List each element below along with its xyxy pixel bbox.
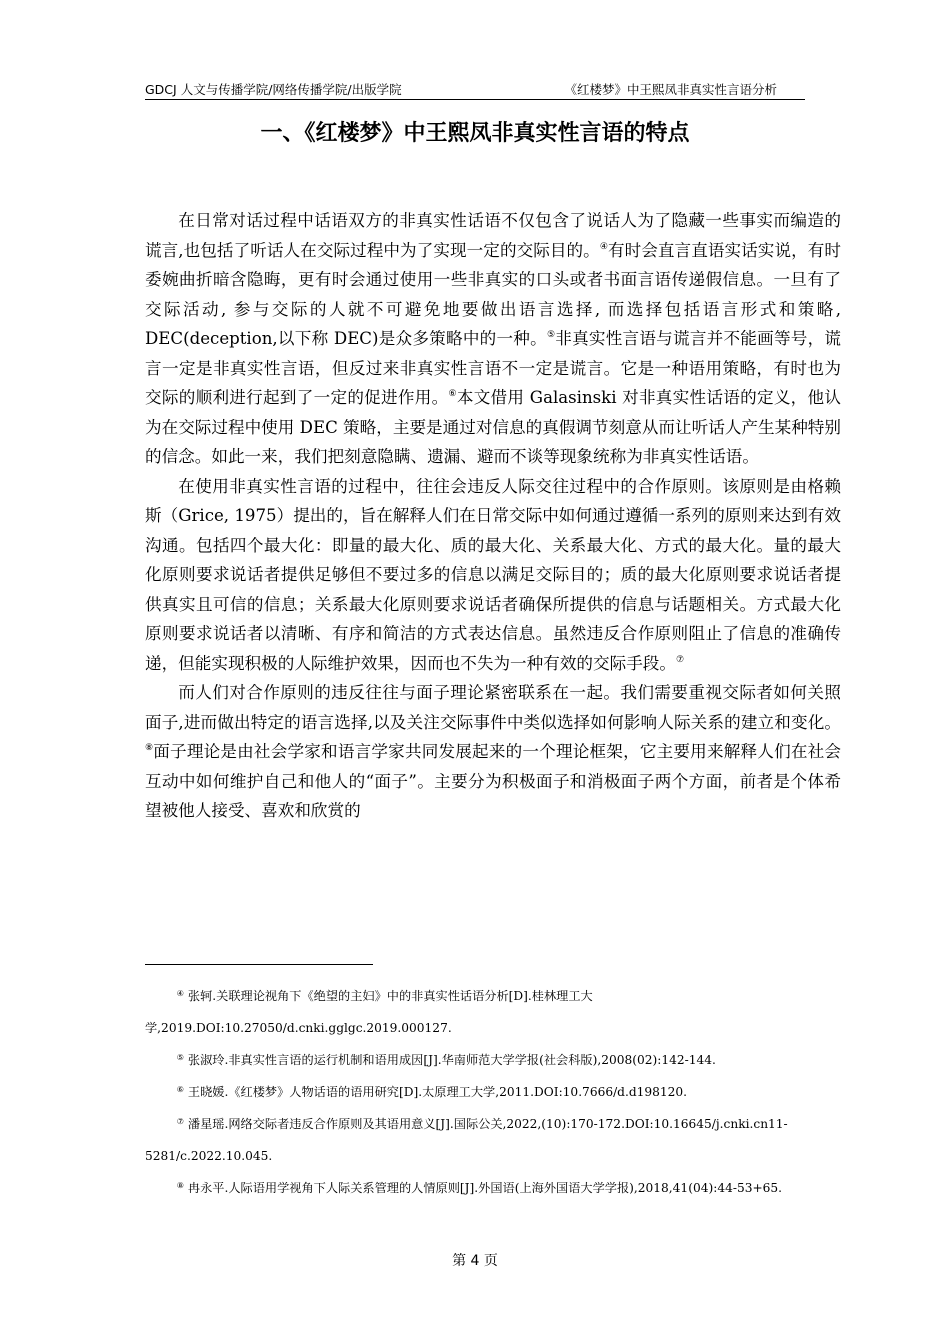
section-title: 一、《红楼梦》中王熙凤非真实性言语的特点 xyxy=(260,121,690,146)
body-text xyxy=(145,206,841,826)
footnote-divider xyxy=(145,964,373,965)
footnote-text: 张淑玲.非真实性言语的运行机制和语用成因[J].华南师范大学学报(社会科版),2008(02):142-144. xyxy=(187,1053,716,1067)
footnote-8 xyxy=(145,1172,810,1204)
paragraph-1-part-d: 本文借用 Galasinski 对非真实性话语的定义，他认为在交际过程中使用 DEC 策略，主要是通过对信息的真假调节刻意从而让听话人产生某种特别的信念。如此一来，我们把刻意隐瞒、遗漏、避而不谈等现象统称为非真实性话语。 xyxy=(145,388,841,466)
footnote-ref-8: ⑧ xyxy=(145,743,154,753)
footnote-mark: ⑤ xyxy=(176,1053,184,1062)
paragraph-3-part-b: 面子理论是由社会学家和语言学家共同发展起来的一个理论框架，它主要用来解释人们在社会互动中如何维护自己和他人的“面子”。主要分为积极面子和消极面子两个方面，前者是个体希望被他人接受、喜欢和欣赏的 xyxy=(145,742,842,820)
footnote-mark: ⑧ xyxy=(176,1181,184,1190)
footnotes xyxy=(145,980,810,1204)
footnote-mark: ⑦ xyxy=(176,1117,184,1126)
footnote-text: 冉永平.人际语用学视角下人际关系管理的人情原则[J].外国语(上海外国语大学学报),2018,41(04):44-53+65. xyxy=(187,1181,783,1195)
footnote-ref-6: ⑥ xyxy=(448,389,457,399)
paragraph-2-text: 在使用非真实性言语的过程中，往往会违反人际交往过程中的合作原则。该原则是由格赖斯（Grice, 1975）提出的，旨在解释人们在日常交际中如何通过遵循一系列的原则来达到有效沟通。包括四个最大化：即量的最大化、质的最大化、关系最大化、方式的最大化。量的最大化原则要求说话者提供足够但不要过多的信息以满足交际目的；质的最大化原则要求说话者提供真实且可信的信息；关系最大化原则要求说话者确保所提供的信息与话题相关。方式最大化原则要求说话者以清晰、有序和简洁的方式表达信息。虽然违反合作原则阻止了信息的准确传递，但能实现积极的人际维护效果，因而也不失为一种有效的交际手段。 xyxy=(145,476,841,673)
page-number: 第 4 页 xyxy=(452,1253,498,1269)
header-institution: GDCJ 人文与传播学院/网络传播学院/出版学院 xyxy=(145,82,402,97)
footnote-ref-4: ④ xyxy=(599,241,608,252)
footnote-7 xyxy=(145,1108,810,1172)
footnote-ref-7: ⑦ xyxy=(676,654,685,665)
header-divider xyxy=(145,99,805,100)
footnote-6 xyxy=(145,1076,810,1108)
footnote-text: 潘星瑶.网络交际者违反合作原则及其语用意义[J].国际公关,2022,(10):170-172.DOI:10.16645/j.cnki.cn11-5281/c.2022.10.045. xyxy=(145,1117,788,1163)
paragraph-1-part-a: 在日常对话过程中话语双方的非真实性话语不仅包含了说话人为了隐藏一些事实而编造的谎言,也包括了听话人在交际过程中为了实现一定的交际目的。 xyxy=(145,211,841,260)
paragraph-1 xyxy=(145,206,841,472)
header-paper-title: 《红楼梦》中王熙凤非真实性言语分析 xyxy=(564,82,777,97)
footnote-4 xyxy=(145,980,810,1044)
footnote-text: 张轲.关联理论视角下《绝望的主妇》中的非真实性话语分析[D].桂林理工大学,2019.DOI:10.27050/d.cnki.gglgc.2019.000127. xyxy=(145,989,593,1035)
paragraph-2 xyxy=(145,472,841,679)
paragraph-1-part-b: 有时会直言直语实话实说，有时委婉曲折暗含隐晦，更有时会通过使用一些非真实的口头或者书面言语传递假信息。一旦有了交际活动, 参与交际的人就不可避免地要做出语言选择, 而选择包括语言形式和策略, DEC(deception,以下称 DEC)是众多策略中的一种。 xyxy=(145,240,841,348)
footnote-mark: ④ xyxy=(176,989,184,998)
footnote-ref-5: ⑤ xyxy=(546,330,556,340)
paragraph-1-part-c: 非真实性言语与谎言并不能画等号，谎言一定是非真实性言语，但反过来非真实性言语不一定是谎言。它是一种语用策略，有时也为交际的顺利进行起到了一定的促进作用。 xyxy=(145,329,842,407)
footnote-5 xyxy=(145,1044,810,1076)
footnote-text: 王晓媛.《红楼梦》人物话语的语用研究[D].太原理工大学,2011.DOI:10.7666/d.d198120. xyxy=(187,1085,688,1099)
footnote-mark: ⑥ xyxy=(176,1085,184,1094)
paragraph-3-part-a: 而人们对合作原则的违反往往与面子理论紧密联系在一起。我们需要重视交际者如何关照面子,进而做出特定的语言选择,以及关注交际事件中类似选择如何影响人际关系的建立和变化。 xyxy=(145,683,841,732)
paragraph-3 xyxy=(145,678,841,826)
